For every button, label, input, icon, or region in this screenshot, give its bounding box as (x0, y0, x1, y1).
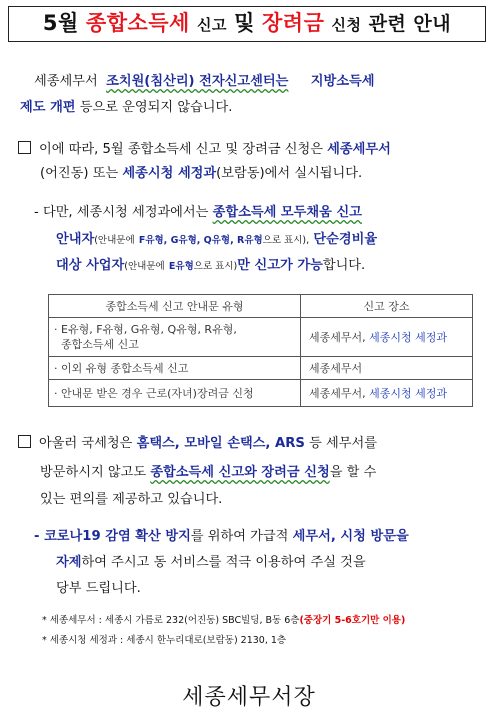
table-cell-type (49, 318, 301, 357)
sec2-text: 아울러 국세청은 (39, 436, 133, 451)
sec2b-covid: - 코로나19 감염 확산 방지 (34, 529, 191, 544)
sec1b-type-e: E유형 (168, 261, 194, 272)
signature-office: 세종세무서장 (182, 685, 316, 710)
title-apply: 신청 (331, 16, 362, 34)
checkbox-icon (18, 435, 31, 448)
note-cityhall-address (42, 632, 286, 650)
sec2-services: 홈택스, 모바일 손택스, ARS (136, 436, 305, 451)
cell-place: 세종세무서, (309, 331, 366, 344)
table-cell-place: 세종세무서 (301, 357, 473, 380)
table-row (49, 318, 473, 357)
table-cell-type: · 이외 유형 종합소득세 신고 (49, 357, 301, 380)
table-cell-place (301, 380, 473, 407)
table-row (49, 357, 473, 380)
table-cell-type: · 안내문 받은 경우 근로(자녀)장려금 신청 (49, 380, 301, 407)
intro-line-1 (34, 68, 374, 95)
section2b-line-3 (56, 575, 141, 602)
sec1b-simple-expense: 단순경비율 (313, 232, 378, 247)
sec1-text-3: (보람동)에서 실시됩니다. (216, 166, 363, 181)
sec1-text: 이에 따라, 5월 종합소득세 신고 및 장려금 신청은 (39, 142, 323, 157)
sec2b-text: 를 위하여 가급적 (190, 529, 289, 544)
sec2-text-2: 등 세무서를 (309, 436, 377, 451)
sec2b-visit: 세무서, 시청 방문을 (292, 529, 409, 544)
section2b-line-1 (34, 523, 409, 550)
checkbox-icon (18, 141, 31, 154)
sec1b-note-2: 으로 표시), (262, 235, 310, 246)
title-report: 신고 (196, 16, 227, 34)
sec1b-types: F유형, G유형, Q유형, R유형 (138, 235, 263, 246)
section1-line-1 (18, 136, 391, 163)
intro-center: 조치원(침산리) 전자신고센터는 (106, 74, 289, 89)
sec2b-text-3: 당부 드립니다. (56, 581, 141, 596)
sec1b-possible: 만 신고가 가능 (237, 258, 323, 273)
title-tax: 종합소득세 (85, 11, 190, 35)
sec1b-note: (안내문에 (94, 235, 135, 246)
table-cell-place (301, 318, 473, 357)
cell-text: · E유형, F유형, G유형, Q유형, R유형, (54, 323, 237, 336)
sec1b-note-4: 으로 표시) (193, 261, 238, 272)
title-related: 관련 안내 (368, 13, 452, 35)
sec1b-business: 대상 사업자 (56, 258, 125, 273)
intro-reform: 제도 개편 (20, 100, 76, 115)
note-office-address (42, 612, 405, 630)
sec1b-note-3: (안내문에 (124, 261, 165, 272)
section1b-line-3 (56, 252, 365, 280)
sec2-text-3: 방문하시지 않고도 (40, 465, 147, 480)
sec1-cityhall: 세종시청 세정과 (122, 166, 217, 181)
table-header-place: 신고 장소 (301, 295, 473, 318)
sec1b-simplified: 종합소득세 모두채움 신고 (212, 205, 362, 220)
sec1b-text: - 다만, 세종시청 세정과에서는 (34, 205, 209, 220)
sec2-text-4: 을 할 수 (329, 465, 377, 480)
table-header-type: 종합소득세 신고 안내문 유형 (49, 295, 301, 318)
intro-line-2 (20, 94, 232, 121)
section2-line-2 (40, 459, 376, 486)
cell-place-2: 세종시청 세정과 (369, 331, 448, 344)
sec2-filing: 종합소득세 신고와 장려금 신청 (150, 465, 330, 480)
sec1b-end: 합니다. (322, 258, 366, 273)
sec1-office: 세종세무서 (327, 142, 391, 157)
intro-text: 세종세무서 (34, 74, 98, 89)
note-elevator: (중장기 5-6호기만 이용) (299, 615, 406, 626)
intro-local-tax: 지방소득세 (310, 74, 375, 89)
intro-text-2: 등으로 운영되지 않습니다. (79, 100, 233, 115)
title-grant: 장려금 (262, 11, 325, 35)
filing-location-table (48, 294, 473, 407)
cell-text-2: 종합소득세 신고 (61, 338, 139, 351)
section1-line-2 (40, 160, 362, 187)
table-header-row (49, 295, 473, 318)
sec1-text-2: (어진동) 또는 (40, 166, 119, 181)
section1b-line-1 (34, 199, 362, 226)
sec1b-recipient: 안내자 (56, 232, 95, 247)
sec2b-text-2: 하여 주시고 동 서비스를 적극 이용하여 주실 것을 (81, 555, 366, 570)
sec2b-refrain: 자제 (56, 555, 82, 570)
cell-place: 세종세무서, (309, 387, 366, 400)
cell-place-2: 세종시청 세정과 (369, 387, 448, 400)
section2-line-3 (40, 486, 222, 513)
note-text: * 세종세무서 : 세종시 가름로 232(어진동) SBC빌딩, B동 6층 (42, 615, 300, 626)
title-and: 및 (234, 11, 255, 35)
document-title (8, 6, 486, 42)
title-month: 5월 (42, 11, 79, 35)
section1b-line-2 (56, 226, 377, 254)
section2-line-1 (18, 430, 377, 457)
note-text-2: * 세종시청 세정과 : 세종시 한누리대로(보람동) 2130, 1층 (42, 635, 287, 646)
table-row (49, 380, 473, 407)
section2b-line-2 (56, 549, 366, 576)
sec2-text-5: 있는 편의를 제공하고 있습니다. (40, 492, 223, 507)
